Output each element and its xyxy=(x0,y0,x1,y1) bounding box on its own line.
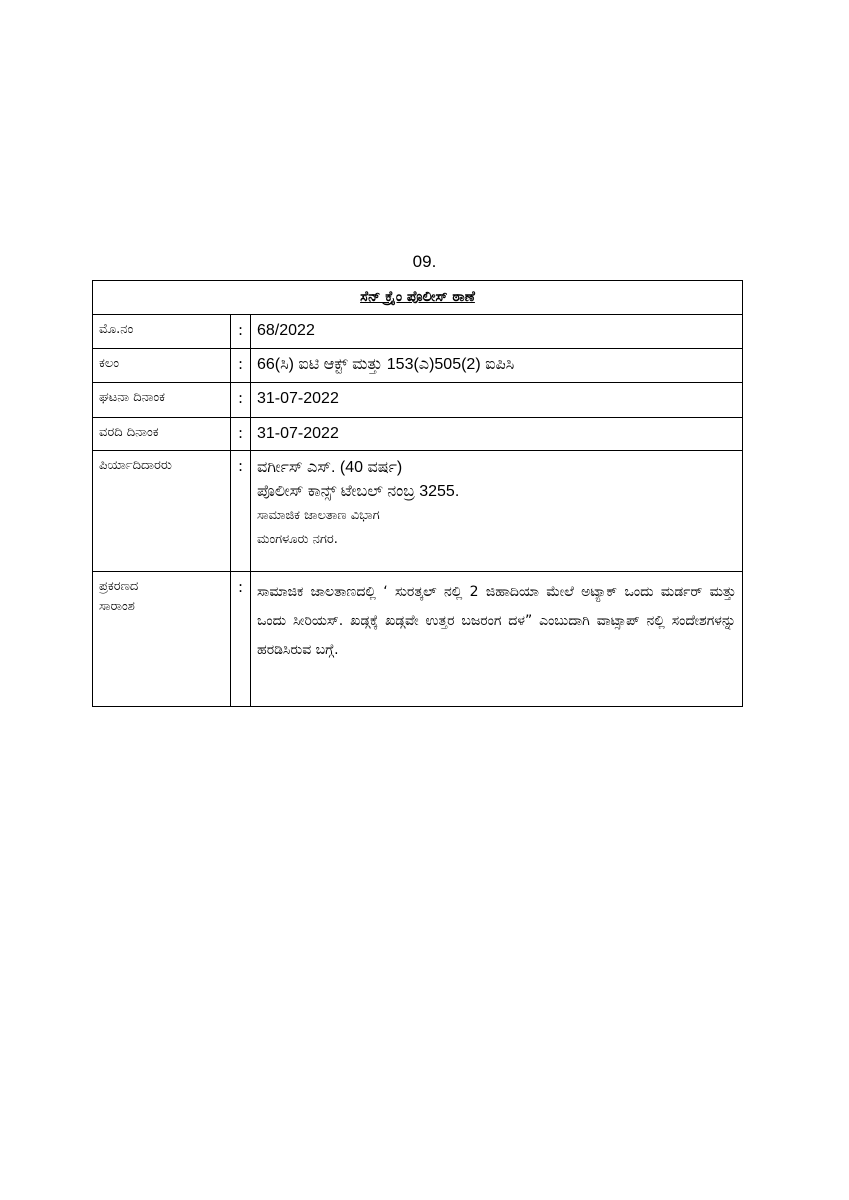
page-number: 09. xyxy=(412,252,437,271)
complainant-value xyxy=(251,451,743,572)
table-row xyxy=(93,451,743,572)
summary-text: ಸಾಮಾಜಿಕ ಜಾಲತಾಣದಲ್ಲಿ ‘ ಸುರತ್ಕಲ್ ನಲ್ಲಿ 2 ಜಿಹಾದಿಯಾ ಮೇಲೆ ಅಟ್ಯಾಕ್ ಒಂದು ಮರ್ಡರ್ ಮತ್ತು ಒಂದು ಸೀರಿಯಸ್. ಖಡ್ಗಕ್ಕೆ ಖಡ್ಗವೇ ಉತ್ತರ ಬಜರಂಗ ದಳ” ಎಂಬುದಾಗಿ ವಾಟ್ಸಾಪ್ ನಲ್ಲಿ ಸಂದೇಶಗಳನ್ನು ಹರಡಿಸಿರುವ ಬಗ್ಗೆ. xyxy=(257,584,736,658)
colon: : xyxy=(231,572,251,707)
incident-date-text: 31-07-2022 xyxy=(257,390,339,407)
section-text: 66(ಸಿ) ಐಟಿ ಆಕ್ಟ್ ಮತ್ತು 153(ಎ)505(2) ಐಪಿಸಿ xyxy=(257,356,515,373)
report-date-value xyxy=(251,418,743,451)
summary-value xyxy=(251,572,743,707)
complainant-department: ಸಾಮಾಜಿಕ ಜಾಲತಾಣ ವಿಭಾಗ xyxy=(257,508,380,523)
colon: : xyxy=(231,383,251,418)
complainant-label: ಪಿರ್ಯಾದಿದಾರರು xyxy=(93,451,231,572)
summary-label xyxy=(93,572,231,707)
complainant-name: ವರ್ಗೀಸ್ ಎಸ್. (40 ವರ್ಷ) xyxy=(257,459,403,476)
table-row xyxy=(93,315,743,349)
colon: : xyxy=(231,349,251,383)
case-no-value xyxy=(251,315,743,349)
police-station-title: ಸೆನ್ ಕ್ರೈಂ ಪೊಲೀಸ್ ಠಾಣೆ xyxy=(360,289,475,305)
case-no-text: 68/2022 xyxy=(257,322,315,339)
table-row xyxy=(93,349,743,383)
report-date-text: 31-07-2022 xyxy=(257,425,339,442)
incident-date-label: ಘಟನಾ ದಿನಾಂಕ xyxy=(93,383,231,418)
case-report-table xyxy=(92,280,743,707)
section-value xyxy=(251,349,743,383)
complainant-city: ಮಂಗಳೂರು ನಗರ. xyxy=(257,532,338,547)
table-title-cell xyxy=(93,281,743,315)
table-row xyxy=(93,572,743,707)
table-row xyxy=(93,418,743,451)
incident-date-value xyxy=(251,383,743,418)
case-no-label: ಮೊ.ನಂ xyxy=(93,315,231,349)
report-date-label: ವರದಿ ದಿನಾಂಕ xyxy=(93,418,231,451)
table-title-row xyxy=(93,281,743,315)
section-label: ಕಲಂ xyxy=(93,349,231,383)
colon: : xyxy=(231,451,251,572)
summary-label-line1: ಪ್ರಕರಣದ xyxy=(99,579,139,594)
table-row xyxy=(93,383,743,418)
summary-label-line2: ಸಾರಾಂಶ xyxy=(99,599,135,614)
colon: : xyxy=(231,315,251,349)
complainant-designation: ಪೊಲೀಸ್ ಕಾನ್ಸ್ ಟೇಬಲ್ ನಂಬ್ರ 3255. xyxy=(257,483,460,500)
colon: : xyxy=(231,418,251,451)
